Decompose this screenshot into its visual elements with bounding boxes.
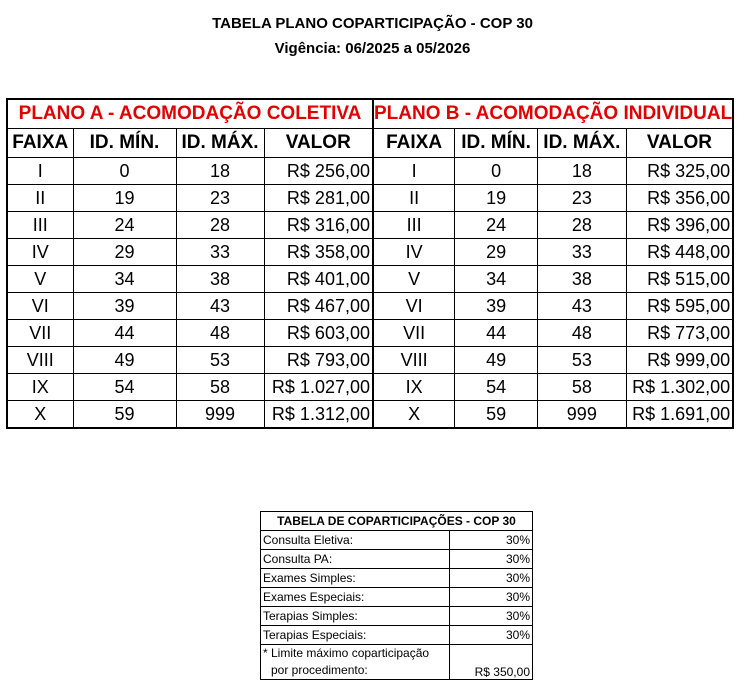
table-row (7, 185, 733, 212)
id-max-cell: 58 (176, 374, 264, 401)
faixa-cell: III (373, 212, 455, 239)
faixa-cell: VII (7, 320, 73, 347)
id-min-cell: 44 (455, 320, 538, 347)
coparticipation-value: 30% (450, 626, 533, 645)
col-id-max-b: ID. MÁX. (537, 129, 626, 158)
id-max-cell: 43 (176, 293, 264, 320)
faixa-cell: VIII (7, 347, 73, 374)
coparticipation-label: Consulta PA: (261, 550, 450, 569)
coparticipation-label: Exames Especiais: (261, 588, 450, 607)
table-row (7, 266, 733, 293)
coparticipation-label: Consulta Eletiva: (261, 531, 450, 550)
id-max-cell: 43 (537, 293, 626, 320)
coparticipation-title: TABELA DE COPARTICIPAÇÕES - COP 30 (261, 512, 533, 531)
id-max-cell: 38 (176, 266, 264, 293)
coparticipation-value: 30% (450, 550, 533, 569)
id-max-cell: 53 (537, 347, 626, 374)
col-id-min-b: ID. MÍN. (455, 129, 538, 158)
id-min-cell: 34 (73, 266, 176, 293)
table-row (7, 158, 733, 185)
coparticipation-label: Terapias Especiais: (261, 626, 450, 645)
id-max-cell: 28 (176, 212, 264, 239)
id-min-cell: 54 (455, 374, 538, 401)
list-item (261, 550, 533, 569)
page-title: TABELA PLANO COPARTICIPAÇÃO - COP 30 (212, 15, 533, 32)
table-row (7, 320, 733, 347)
coparticipation-value: 30% (450, 607, 533, 626)
faixa-cell: V (7, 266, 73, 293)
plan-b-value-cell: R$ 396,00 (626, 212, 733, 239)
id-max-cell: 28 (537, 212, 626, 239)
plan-b-value-cell: R$ 773,00 (626, 320, 733, 347)
faixa-cell: III (7, 212, 73, 239)
coparticipation-label: Exames Simples: (261, 569, 450, 588)
plan-a-title: PLANO A - ACOMODAÇÃO COLETIVA (7, 99, 373, 129)
id-min-cell: 19 (73, 185, 176, 212)
id-min-cell: 29 (455, 239, 538, 266)
faixa-cell: IX (373, 374, 455, 401)
id-max-cell: 23 (537, 185, 626, 212)
plan-a-value-cell: R$ 256,00 (264, 158, 373, 185)
coparticipation-value: 30% (450, 569, 533, 588)
id-max-cell: 23 (176, 185, 264, 212)
faixa-cell: II (7, 185, 73, 212)
faixa-cell: IV (373, 239, 455, 266)
faixa-cell: VI (373, 293, 455, 320)
faixa-cell: VII (373, 320, 455, 347)
plan-b-value-cell: R$ 448,00 (626, 239, 733, 266)
plan-b-value-cell: R$ 515,00 (626, 266, 733, 293)
table-row (7, 374, 733, 401)
limit-note-line1: * Limite máximo coparticipação (263, 646, 430, 660)
faixa-cell: I (7, 158, 73, 185)
id-max-cell: 18 (176, 158, 264, 185)
plan-a-value-cell: R$ 316,00 (264, 212, 373, 239)
id-max-cell: 58 (537, 374, 626, 401)
id-min-cell: 59 (73, 401, 176, 429)
list-item (261, 626, 533, 645)
faixa-cell: II (373, 185, 455, 212)
id-max-cell: 33 (176, 239, 264, 266)
faixa-cell: V (373, 266, 455, 293)
faixa-cell: VI (7, 293, 73, 320)
plan-a-value-cell: R$ 281,00 (264, 185, 373, 212)
id-min-cell: 44 (73, 320, 176, 347)
pricing-table (6, 98, 734, 429)
id-max-cell: 999 (537, 401, 626, 429)
faixa-cell: X (373, 401, 455, 429)
id-min-cell: 49 (455, 347, 538, 374)
col-valor-a: VALOR (264, 129, 373, 158)
table-row (7, 401, 733, 429)
plan-b-value-cell: R$ 356,00 (626, 185, 733, 212)
plan-a-value-cell: R$ 1.027,00 (264, 374, 373, 401)
col-faixa-a: FAIXA (7, 129, 73, 158)
faixa-cell: IX (7, 374, 73, 401)
id-min-cell: 54 (73, 374, 176, 401)
id-max-cell: 18 (537, 158, 626, 185)
plan-a-value-cell: R$ 1.312,00 (264, 401, 373, 429)
plan-a-value-cell: R$ 793,00 (264, 347, 373, 374)
faixa-cell: IV (7, 239, 73, 266)
col-id-max-a: ID. MÁX. (176, 129, 264, 158)
plan-a-value-cell: R$ 467,00 (264, 293, 373, 320)
id-min-cell: 39 (73, 293, 176, 320)
plan-b-value-cell: R$ 595,00 (626, 293, 733, 320)
id-min-cell: 0 (73, 158, 176, 185)
coparticipation-label: Terapias Simples: (261, 607, 450, 626)
id-max-cell: 33 (537, 239, 626, 266)
faixa-cell: VIII (373, 347, 455, 374)
coparticipation-value: 30% (450, 588, 533, 607)
list-item (261, 531, 533, 550)
plan-a-value-cell: R$ 603,00 (264, 320, 373, 347)
table-row (7, 212, 733, 239)
id-max-cell: 53 (176, 347, 264, 374)
limit-note (261, 645, 450, 680)
id-min-cell: 39 (455, 293, 538, 320)
plan-b-value-cell: R$ 325,00 (626, 158, 733, 185)
col-id-min-a: ID. MÍN. (73, 129, 176, 158)
id-max-cell: 48 (176, 320, 264, 347)
plan-b-title: PLANO B - ACOMODAÇÃO INDIVIDUAL (373, 99, 733, 129)
id-min-cell: 19 (455, 185, 538, 212)
limit-note-line2: por procedimento: (271, 663, 368, 677)
col-valor-b: VALOR (626, 129, 733, 158)
plan-a-value-cell: R$ 358,00 (264, 239, 373, 266)
limit-value: R$ 350,00 (450, 645, 533, 680)
table-row (7, 293, 733, 320)
list-item (261, 569, 533, 588)
plan-b-value-cell: R$ 1.691,00 (626, 401, 733, 429)
plan-b-value-cell: R$ 999,00 (626, 347, 733, 374)
col-faixa-b: FAIXA (373, 129, 455, 158)
id-max-cell: 38 (537, 266, 626, 293)
page-subtitle: Vigência: 06/2025 a 05/2026 (274, 40, 471, 57)
id-min-cell: 24 (455, 212, 538, 239)
id-min-cell: 34 (455, 266, 538, 293)
id-max-cell: 48 (537, 320, 626, 347)
id-min-cell: 24 (73, 212, 176, 239)
table-row (7, 347, 733, 374)
list-item (261, 588, 533, 607)
faixa-cell: X (7, 401, 73, 429)
id-min-cell: 0 (455, 158, 538, 185)
coparticipation-table (260, 511, 533, 680)
id-max-cell: 999 (176, 401, 264, 429)
id-min-cell: 49 (73, 347, 176, 374)
plan-a-value-cell: R$ 401,00 (264, 266, 373, 293)
plan-b-value-cell: R$ 1.302,00 (626, 374, 733, 401)
list-item (261, 607, 533, 626)
coparticipation-value: 30% (450, 531, 533, 550)
table-row (7, 239, 733, 266)
id-min-cell: 59 (455, 401, 538, 429)
id-min-cell: 29 (73, 239, 176, 266)
faixa-cell: I (373, 158, 455, 185)
